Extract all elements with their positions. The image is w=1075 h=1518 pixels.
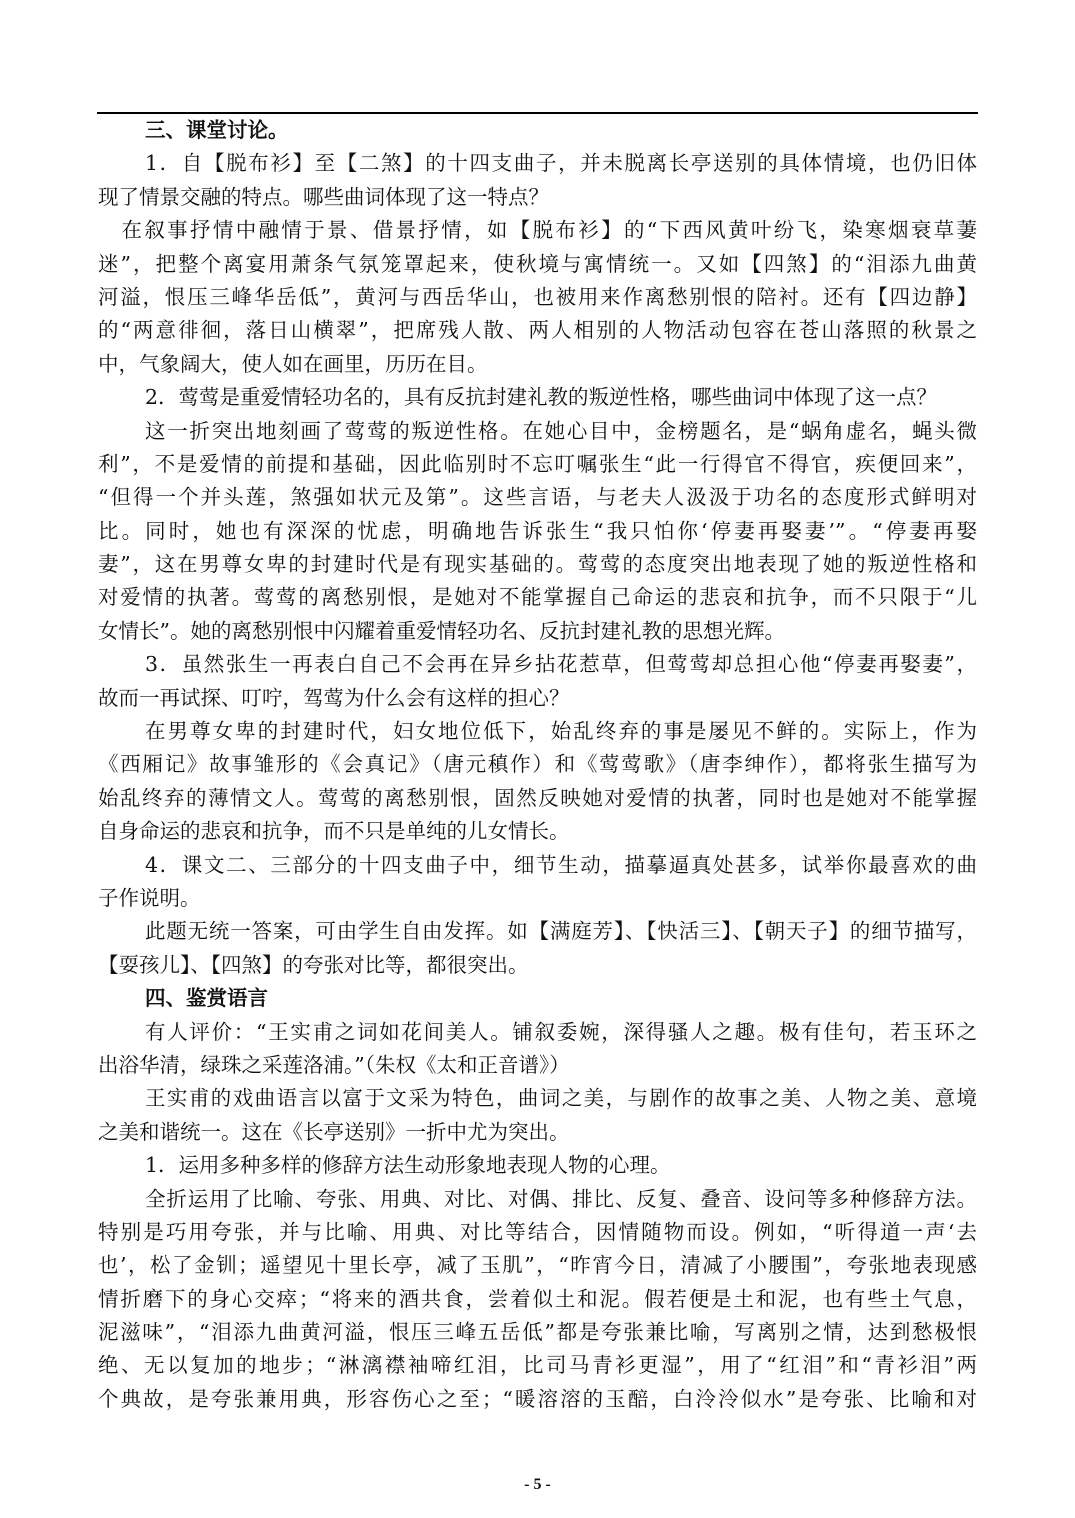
text-line: 的“两意徘徊，落日山横翠”，把席残人散、两人相别的人物活动包容在苍山落照的秋景之 — [98, 318, 977, 343]
paragraph — [98, 381, 977, 414]
text-line: 泥滋味”，“泪添九曲黄河溢，恨压三峰五岳低”都是夸张兼比喻，写离别之情，达到愁极恨 — [98, 1320, 977, 1345]
section-heading — [98, 114, 977, 147]
text-line: 情折磨下的身心交瘁；“将来的酒共食，尝着似土和泥。假若便是土和泥，也有些土气息， — [98, 1286, 977, 1311]
paragraph — [98, 715, 977, 849]
text-line: 出浴华清，绿珠之采莲洛浦。”（朱权《太和正音谱》） — [98, 1052, 570, 1077]
paragraph — [98, 849, 977, 916]
text-line: 3．虽然张生一再表白自己不会再在异乡拈花惹草，但莺莺却总担心他“停妻再娶妻”， — [145, 652, 977, 677]
document-body — [98, 114, 977, 1416]
text-line: 迷”，把整个离宴用萧条气氛笼罩起来，使秋境与寓情统一。又如【四煞】的“泪添九曲黄 — [98, 251, 977, 276]
text-line: 三、课堂讨论。 — [145, 118, 289, 142]
text-line: 4．课文二、三部分的十四支曲子中，细节生动，描摹逼真处甚多，试举你最喜欢的曲 — [145, 852, 977, 877]
paragraph — [98, 648, 977, 715]
paragraph — [98, 1082, 977, 1149]
paragraph — [98, 1183, 977, 1417]
text-line: 故而一再试探、叮咛，驾莺为什么会有这样的担心？ — [98, 685, 570, 710]
text-line: 现了情景交融的特点。哪些曲词体现了这一特点？ — [98, 184, 549, 209]
paragraph — [98, 1149, 977, 1182]
text-line: 女情长”。她的离愁别恨中闪耀着重爱情轻功名、反抗封建礼教的思想光辉。 — [98, 618, 785, 643]
text-line: 妻”，这在男尊女卑的封建时代是有现实基础的。莺莺的态度突出地表现了她的叛逆性格和 — [98, 552, 977, 577]
text-line: 在男尊女卑的封建时代，妇女地位低下，始乱终弃的事是屡见不鲜的。实际上，作为 — [145, 719, 977, 744]
text-line: 1．自【脱布衫】至【二煞】的十四支曲子，并未脱离长亭送别的具体情境，也仍旧体 — [145, 151, 977, 176]
text-line: 中，气象阔大，使人如在画里，历历在目。 — [98, 351, 488, 376]
text-line: 2．莺莺是重爱情轻功名的，具有反抗封建礼教的叛逆性格，哪些曲词中体现了这一点？ — [145, 385, 938, 410]
paragraph — [98, 915, 977, 982]
text-line: 个典故，是夸张兼用典，形容伤心之至；“暖溶溶的玉醅，白泠泠似水”是夸张、比喻和对 — [98, 1386, 977, 1411]
text-line: 绝、无以复加的地步；“淋漓襟袖啼红泪，比司马青衫更湿”，用了“红泪”和“青衫泪”两 — [98, 1353, 977, 1378]
text-line: 四、鉴赏语言 — [145, 986, 268, 1011]
paragraph — [98, 415, 977, 649]
text-line: 子作说明。 — [98, 885, 201, 910]
text-line: 在叙事抒情中融情于景、借景抒情，如【脱布衫】的“下西风黄叶纷飞，染寒烟衰草萋 — [121, 218, 977, 243]
text-line: 此题无统一答案，可由学生自由发挥。如【满庭芳】、【快活三】、【朝天子】的细节描写， — [145, 919, 977, 944]
text-line: 利”，不是爱情的前提和基础，因此临别时不忘叮嘱张生“此一行得官不得官，疾便回来”， — [98, 451, 977, 476]
text-line: 有人评价：“王实甫之词如花间美人。铺叙委婉，深得骚人之趣。极有佳句，若玉环之 — [145, 1019, 977, 1044]
text-line: 1．运用多种多样的修辞方法生动形象地表现人物的心理。 — [145, 1153, 671, 1178]
text-line: 之美和谐统一。这在《长亭送别》一折中尤为突出。 — [98, 1119, 570, 1144]
paragraph — [98, 1016, 977, 1083]
text-line: 对爱情的执著。莺莺的离愁别恨，是她对不能掌握自己命运的悲哀和抗争，而不只限于“儿 — [98, 585, 977, 610]
text-line: “但得一个并头莲，煞强如状元及第”。这些言语，与老夫人汲汲于功名的态度形式鲜明对 — [98, 485, 977, 510]
text-line: 特别是巧用夸张，并与比喻、用典、对比等结合，因情随物而设。例如，“听得道一声‘去 — [98, 1219, 977, 1244]
page-number: - 5 - — [524, 1476, 551, 1493]
text-line: 【耍孩儿】、【四煞】的夸张对比等，都很突出。 — [98, 952, 529, 977]
text-line: 比。同时，她也有深深的忧虑，明确地告诉张生“我只怕你‘停妻再娶妻’”。“停妻再娶 — [98, 518, 977, 543]
text-line: 《西厢记》故事雏形的《会真记》（唐元稹作）和《莺莺歌》（唐李绅作），都将张生描写为 — [98, 752, 977, 777]
text-line: 也’，松了金钏；遥望见十里长亭，减了玉肌”，“昨宵今日，清减了小腰围”，夸张地表现感 — [98, 1253, 977, 1278]
paragraph — [98, 214, 977, 381]
section-heading — [98, 982, 977, 1015]
text-line: 自身命运的悲哀和抗争，而不只是单纯的儿女情长。 — [98, 819, 570, 844]
text-line: 全折运用了比喻、夸张、用典、对比、对偶、排比、反复、叠音、设问等多种修辞方法。 — [145, 1186, 977, 1211]
text-line: 河溢，恨压三峰华岳低”，黄河与西岳华山，也被用来作离愁别恨的陪衬。还有【四边静】 — [98, 284, 977, 309]
text-line: 始乱终弃的薄情文人。莺莺的离愁别恨，固然反映她对爱情的执著，同时也是她对不能掌握 — [98, 785, 977, 810]
paragraph — [98, 147, 977, 214]
text-line: 这一折突出地刻画了莺莺的叛逆性格。在她心目中，金榜题名，是“蜗角虚名，蝇头微 — [145, 418, 977, 443]
text-line: 王实甫的戏曲语言以富于文采为特色，曲词之美，与剧作的故事之美、人物之美、意境 — [145, 1086, 977, 1111]
